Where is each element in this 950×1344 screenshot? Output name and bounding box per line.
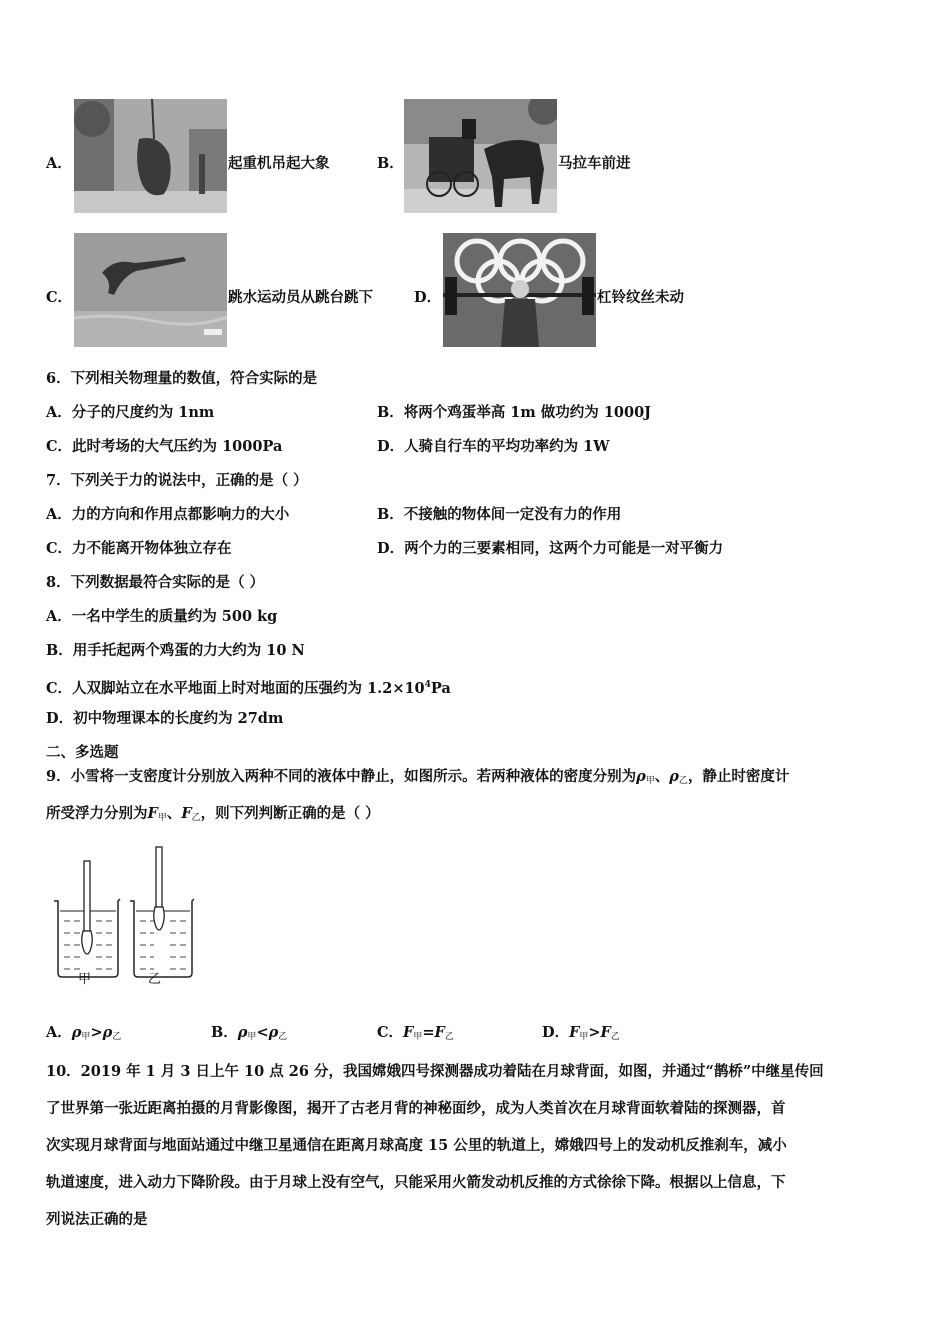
horse-carriage-image: [404, 99, 557, 213]
hydrometer-figure: [50, 843, 220, 993]
question-9-option-c: C．$F_甲=F_乙$: [377, 1024, 454, 1042]
question-9-line-1: 9．小雪将一支密度计分别放入两种不同的液体中静止，如图所示。若两种液体的密度分别为$\rho_甲$、$\rho_乙$，静止时密度计: [46, 768, 790, 786]
question-6-option-b: B．将两个鸡蛋举高 1m 做功约为 1000J: [377, 404, 652, 421]
question-8-option-b: B．用手托起两个鸡蛋的力大约为 10 N: [46, 642, 305, 659]
question-7-option-a: A．力的方向和作用点都影响力的大小: [46, 506, 290, 523]
option-d-letter: D．: [414, 289, 442, 306]
question-6-option-d: D．人骑自行车的平均功率约为 1W: [377, 438, 610, 455]
option-d-caption: 杠铃纹丝未动: [597, 289, 684, 306]
question-8-stem: 8．下列数据最符合实际的是（ ）: [46, 574, 265, 591]
question-10-line-4: 轨道速度，进入动力下降阶段。由于月球上没有空气，只能采用火箭发动机反推的方式徐徐下降。根据以上信息，下: [46, 1174, 786, 1191]
question-8-option-d: D．初中物理课本的长度约为 27dm: [46, 710, 284, 727]
diver-image: [74, 233, 227, 347]
hydrometer-yi: [154, 847, 165, 930]
crane-elephant-image: [74, 99, 227, 213]
figure-label-yi: 乙: [148, 972, 162, 987]
hydrometer-jia: [82, 861, 93, 954]
question-7-stem: 7．下列关于力的说法中，正确的是（ ）: [46, 472, 308, 489]
question-10-line-2: 了世界第一张近距离拍摄的月背影像图，揭开了古老月背的神秘面纱，成为人类首次在月球背面软着陆的探测器，首: [46, 1100, 786, 1117]
question-10-line-5: 列说法正确的是: [46, 1211, 148, 1228]
option-b-letter: B．: [377, 155, 404, 172]
question-10-line-1: 10．2019 年 1 月 3 日上午 10 点 26 分，我国嫦娥四号探测器成功着陆在月球背面，如图，并通过“鹊桥”中继星传回: [46, 1063, 824, 1080]
weightlifter-image: [443, 233, 596, 347]
question-8-option-a: A．一名中学生的质量约为 500 kg: [46, 608, 278, 625]
option-b-caption: 马拉车前进: [558, 155, 631, 172]
figure-label-jia: 甲: [78, 972, 92, 987]
question-10-line-3: 次实现月球背面与地面站通过中继卫星通信在距离月球高度 15 公里的轨道上，嫦娥四号上的发动机反推刹车，减小: [46, 1137, 787, 1154]
question-7-option-b: B．不接触的物体间一定没有力的作用: [377, 506, 622, 523]
option-a-letter: A．: [46, 155, 72, 172]
question-6-stem: 6．下列相关物理量的数值，符合实际的是: [46, 370, 318, 387]
question-6-option-a: A．分子的尺度约为 1nm: [46, 404, 215, 421]
question-8-option-c: C．人双脚站立在水平地面上时对地面的压强约为 $1.2\times 10^4Pa$: [46, 680, 451, 697]
question-9-option-b: B．$\rho_甲<\rho_乙$: [211, 1024, 288, 1042]
option-c-caption: 跳水运动员从跳台跳下: [228, 289, 373, 306]
question-6-option-c: C．此时考场的大气压约为 1000Pa: [46, 438, 283, 455]
question-9-option-a: A．$\rho_甲>\rho_乙$: [46, 1024, 122, 1042]
question-9-option-d: D．$F_甲>F_乙$: [542, 1024, 620, 1042]
question-9-line-2: 所受浮力分别为$F_甲$、$F_乙$，则下列判断正确的是（ ）: [46, 805, 380, 823]
question-7-option-c: C．力不能离开物体独立存在: [46, 540, 232, 557]
question-7-option-d: D．两个力的三要素相同，这两个力可能是一对平衡力: [377, 540, 724, 557]
option-c-letter: C．: [46, 289, 73, 306]
section-heading-multi-choice: 二、多选题: [46, 744, 119, 761]
option-a-caption: 起重机吊起大象: [228, 155, 330, 172]
